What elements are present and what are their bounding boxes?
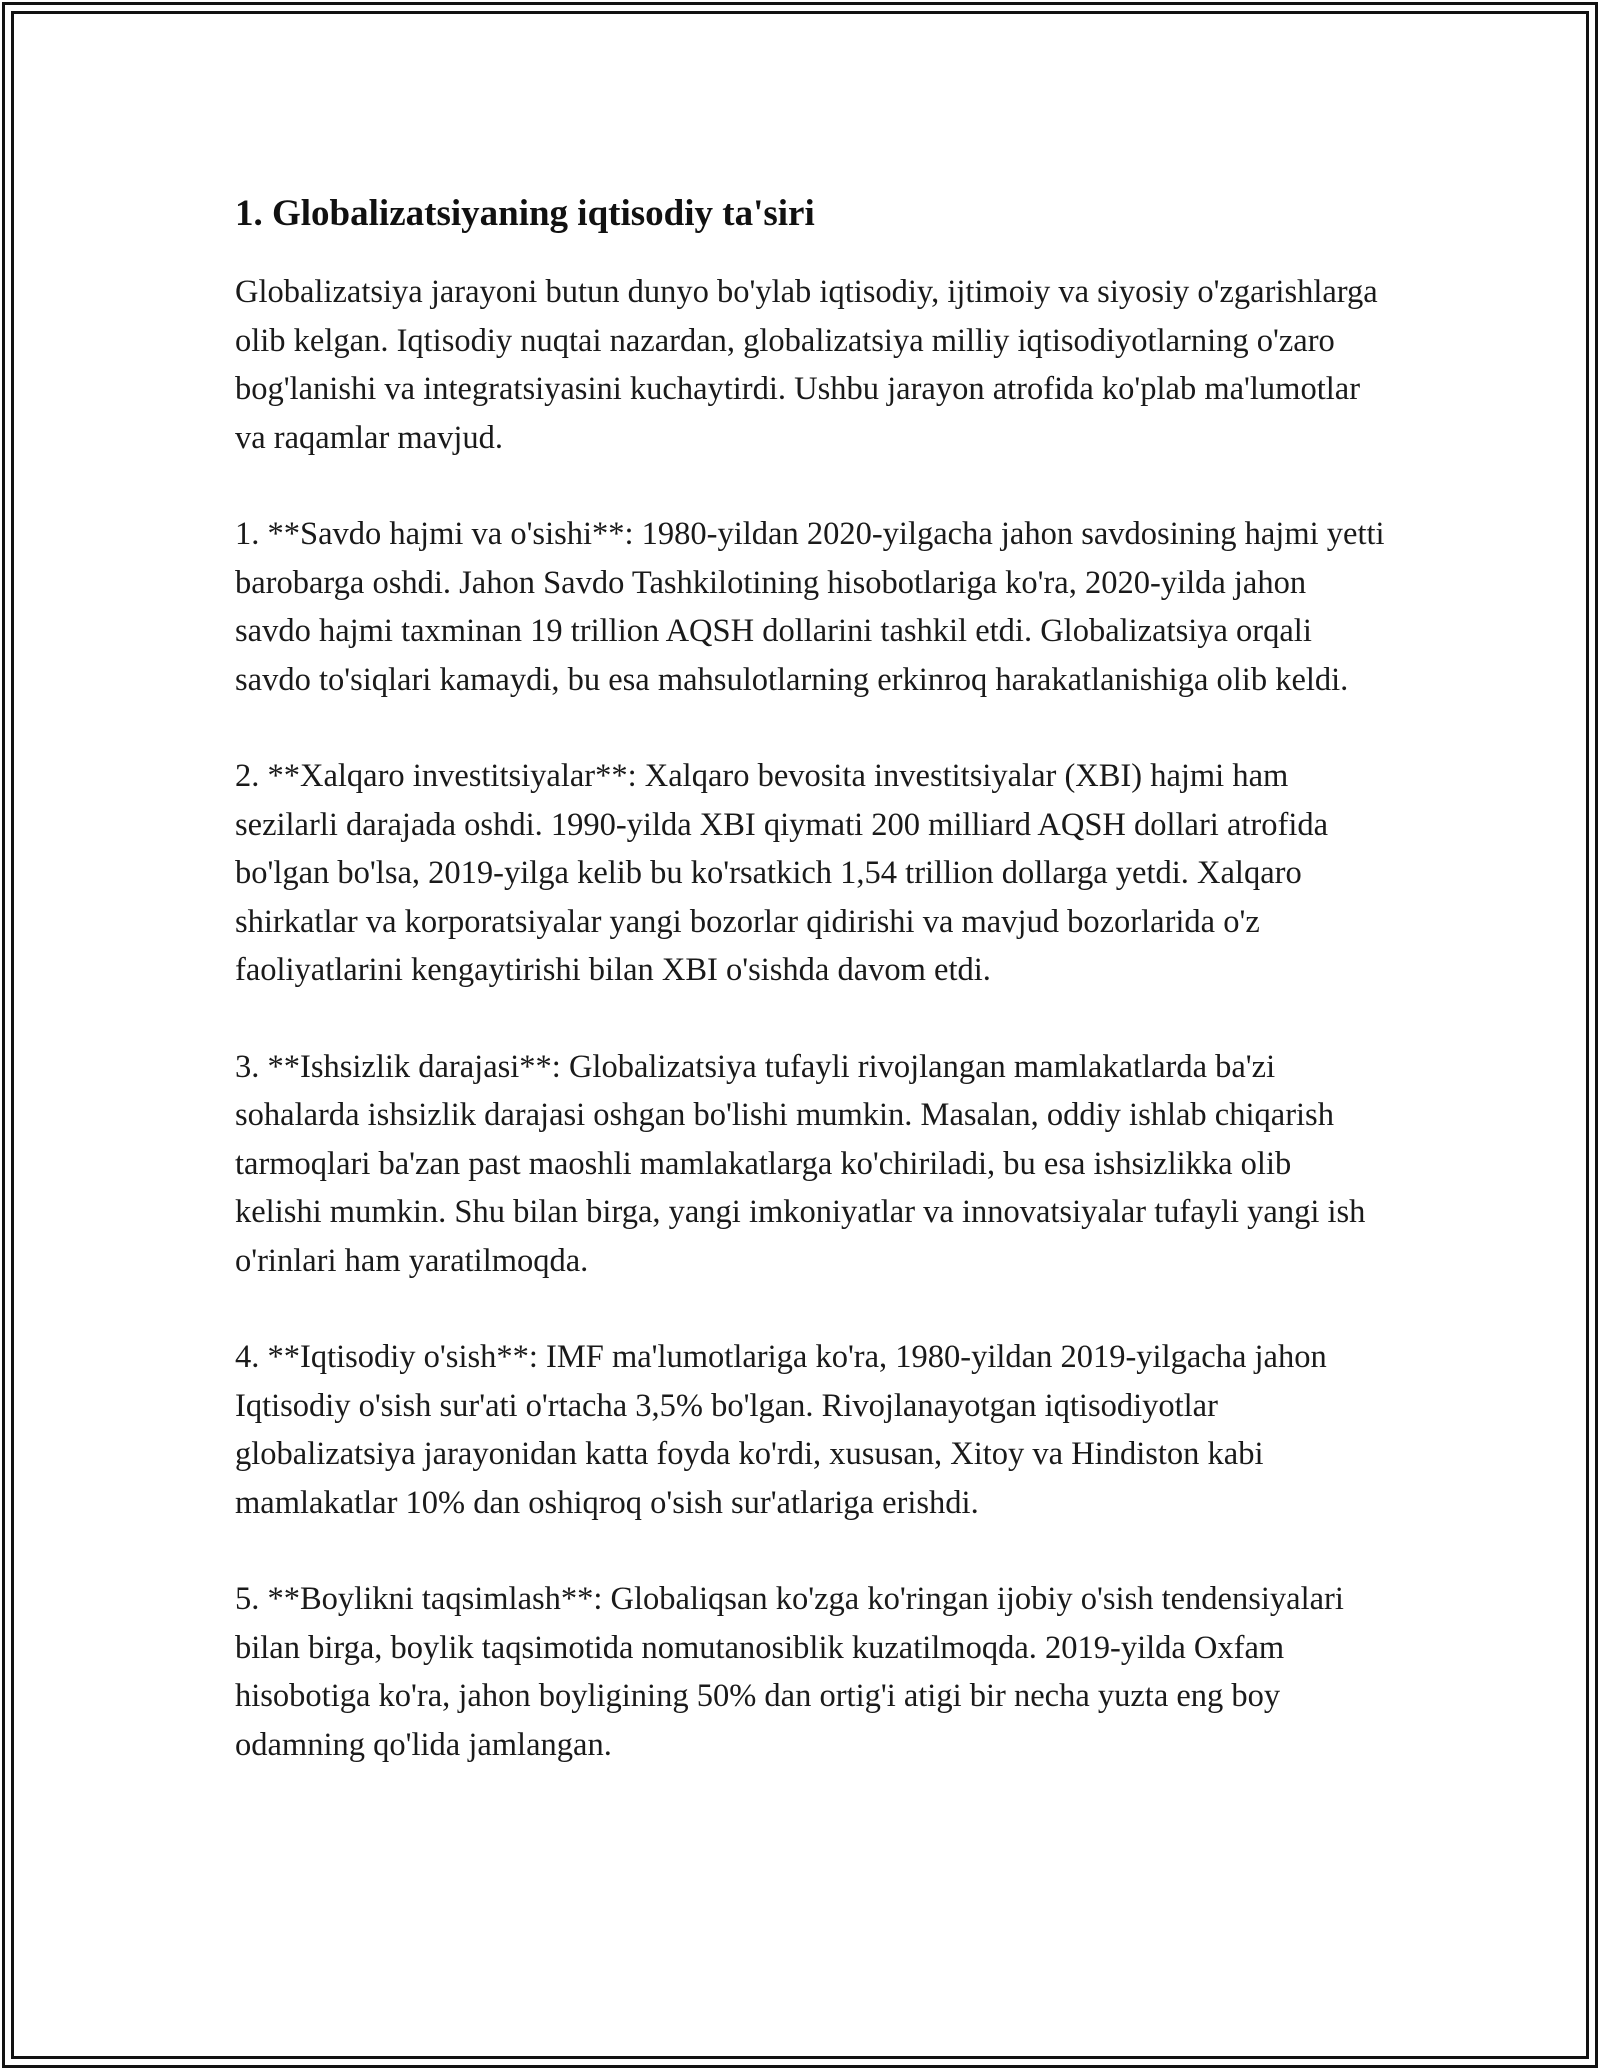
paragraph-trade-volume: 1. **Savdo hajmi va o'sishi**: 1980-yildan 2020-yilgacha jahon savdosining hajmi yetti barobarga oshdi. Jahon Savdo Tashkilotining hisobotlariga ko'ra, 2020-yilda jahon savdo hajmi taxminan 19 trillion AQSH dollarini tashkil etdi. Globalizatsiya orqali savdo to'siqlari kamaydi, bu esa mahsulotlarning erkinroq harakatlanishiga olib keldi. — [235, 516, 1385, 698]
intro-paragraph: Globalizatsiya jarayoni butun dunyo bo'ylab iqtisodiy, ijtimoiy va siyosiy o'zgarishlarga olib kelgan. Iqtisodiy nuqtai nazardan, globalizatsiya milliy iqtisodiyotlarning o'zaro bog'lanishi va integratsiyasini kuchaytirdi. Ushbu jarayon atrofida ko'plab ma'lumotlar va raqamlar mavjud. — [235, 274, 1378, 456]
paragraph-wealth-distribution: 5. **Boylikni taqsimlash**: Globaliqsan ko'zga ko'ringan ijobiy o'sish tendensiyalari bilan birga, boylik taqsimotida nomutanosiblik kuzatilmoqda. 2019-yilda Oxfam hisobotiga ko'ra, jahon boyligining 50% dan ortig'i atigi bir necha yuzta eng boy odamning qo'lida jamlangan. — [235, 1581, 1344, 1763]
section-heading: 1. Globalizatsiyaning iqtisodiy ta'siri — [235, 193, 815, 234]
paragraph-unemployment: 3. **Ishsizlik darajasi**: Globalizatsiya tufayli rivojlangan mamlakatlarda ba'zi sohalarda ishsizlik darajasi oshgan bo'lishi mumkin. Masalan, oddiy ishlab chiqarish tarmoqlari ba'zan past maoshli mamlakatlarga ko'chiriladi, bu esa ishsizlikka olib kelishi mumkin. Shu bilan birga, yangi imkoniyatlar va innovatsiyalar tufayli yangi ish o'rinlari ham yaratilmoqda. — [235, 1048, 1366, 1279]
paragraph-international-investment: 2. **Xalqaro investitsiyalar**: Xalqaro bevosita investitsiyalar (XBI) hajmi ham sezilarli darajada oshdi. 1990-yilda XBI qiymati 200 milliard AQSH dollari atrofida bo'lgan bo'lsa, 2019-yilga kelib bu ko'rsatkich 1,54 trillion dollarga yetdi. Xalqaro shirkatlar va korporatsiyalar yangi bozorlar qidirishi va mavjud bozorlarida o'z faoliyatlarini kengaytirishi bilan XBI o'sishda davom etdi. — [235, 758, 1329, 988]
document-body — [235, 186, 1385, 1769]
paragraph-economic-growth: 4. **Iqtisodiy o'sish**: IMF ma'lumotlariga ko'ra, 1980-yildan 2019-yilgacha jahon Iqtisodiy o'sish sur'ati o'rtacha 3,5% bo'lgan. Rivojlanayotgan iqtisodiyotlar globalizatsiya jarayonidan katta foyda ko'rdi, xususan, Xitoy va Hindiston kabi mamlakatlar 10% dan oshiqroq o'sish sur'atlariga erishdi. — [235, 1339, 1327, 1521]
